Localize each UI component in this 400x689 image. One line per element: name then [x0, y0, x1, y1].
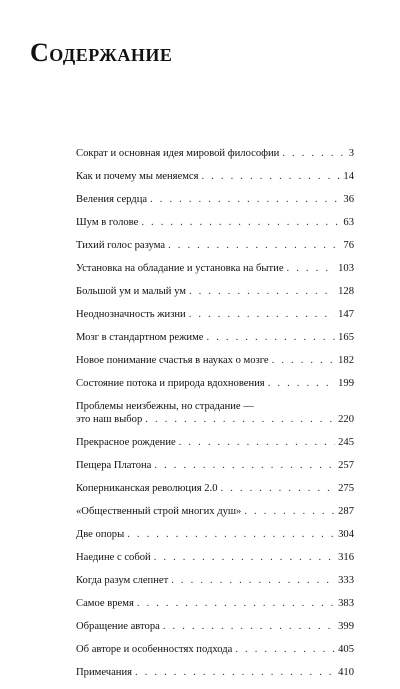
- toc-entry[interactable]: [76, 620, 354, 633]
- toc-entry-title: Большой ум и малый ум: [76, 286, 186, 297]
- toc-entry[interactable]: [76, 597, 354, 610]
- leader-dots: [189, 285, 335, 298]
- toc-entry-title: Когда разум слепнет: [76, 575, 169, 586]
- leader-dots: [244, 505, 335, 518]
- leader-dots: [268, 377, 335, 390]
- toc-entry-page: 257: [338, 460, 354, 471]
- leader-dots: [150, 193, 340, 206]
- toc-entry[interactable]: [76, 436, 354, 449]
- toc-entry-title: Тихий голос разума: [76, 240, 166, 251]
- toc-entry-title: Самое время: [76, 598, 134, 609]
- toc-entry-page: 14: [343, 171, 354, 182]
- toc-entry[interactable]: [76, 377, 354, 390]
- toc-entry[interactable]: [76, 216, 354, 229]
- toc-entry-page: 405: [338, 644, 354, 655]
- toc-entry-title: Сократ и основная идея мировой философии: [76, 148, 280, 159]
- toc-entry-page: 287: [338, 506, 354, 517]
- leader-dots: [272, 354, 335, 367]
- toc-entry[interactable]: [76, 308, 354, 321]
- toc-entry-title: Установка на обладание и установка на бытие: [76, 263, 284, 274]
- leader-dots: [189, 308, 335, 321]
- toc-entry-page: 410: [338, 667, 354, 678]
- leader-dots: [137, 597, 335, 610]
- leader-dots: [179, 436, 335, 449]
- toc-entry-title: Как и почему мы меняемся: [76, 171, 199, 182]
- toc-entry-page: 103: [338, 263, 354, 274]
- toc-entry-title: Неоднозначность жизни: [76, 309, 186, 320]
- toc-entry-title: Новое понимание счастья в науках о мозге: [76, 355, 269, 366]
- leader-dots: [154, 459, 335, 472]
- toc-entry-title-line1: Проблемы неизбежны, но страдание —: [76, 401, 254, 412]
- toc-entry-page: 3: [348, 148, 354, 159]
- leader-dots: [287, 262, 336, 275]
- toc-entry-title: «Общественный строй многих душ»: [76, 506, 242, 517]
- toc-entry[interactable]: [76, 147, 354, 160]
- leader-dots: [163, 620, 335, 633]
- toc-entry-page: 199: [338, 378, 354, 389]
- leader-dots: [221, 482, 336, 495]
- leader-dots: [235, 643, 335, 656]
- toc-entry[interactable]: [76, 551, 354, 564]
- toc-entry[interactable]: [76, 285, 354, 298]
- toc-entry[interactable]: [76, 331, 354, 344]
- toc-entry-page: 275: [338, 483, 354, 494]
- toc-entry-title: Коперниканская революция 2.0: [76, 483, 218, 494]
- leader-dots: [145, 413, 335, 426]
- toc-entry-page: 128: [338, 286, 354, 297]
- toc-entry-title: Две опоры: [76, 529, 125, 540]
- leader-dots: [127, 528, 335, 541]
- toc-entry-title: Прекрасное рождение: [76, 437, 176, 448]
- toc-entry-title: Об авторе и особенностях подхода: [76, 644, 233, 655]
- toc-entry-page: 36: [343, 194, 354, 205]
- leader-dots: [135, 666, 335, 679]
- leader-dots: [168, 239, 340, 252]
- toc-entry[interactable]: [76, 528, 354, 541]
- toc-entry[interactable]: [76, 505, 354, 518]
- toc-entry[interactable]: [76, 574, 354, 587]
- toc-entry[interactable]: [76, 239, 354, 252]
- toc-entry-title: Веления сердца: [76, 194, 148, 205]
- toc-entry-page: 399: [338, 621, 354, 632]
- toc-entry[interactable]: [76, 400, 354, 426]
- toc-entry-page: 182: [338, 355, 354, 366]
- leader-dots: [202, 170, 341, 183]
- table-of-contents: [76, 147, 354, 689]
- toc-entry[interactable]: [76, 262, 354, 275]
- toc-entry-title: Обращение автора: [76, 621, 160, 632]
- leader-dots: [171, 574, 335, 587]
- toc-entry-page: 76: [343, 240, 354, 251]
- toc-entry[interactable]: [76, 666, 354, 679]
- toc-entry-page: 383: [338, 598, 354, 609]
- toc-entry[interactable]: [76, 459, 354, 472]
- toc-entry[interactable]: [76, 193, 354, 206]
- toc-entry-page: 304: [338, 529, 354, 540]
- toc-entry-title: Примечания: [76, 667, 132, 678]
- toc-entry-page: 245: [338, 437, 354, 448]
- page-title: Содержание: [30, 38, 173, 67]
- toc-entry-page: 220: [338, 414, 354, 425]
- leader-dots: [141, 216, 340, 229]
- toc-entry-title: это наш выбор: [76, 414, 143, 425]
- toc-entry[interactable]: [76, 643, 354, 656]
- toc-entry-page: 165: [338, 332, 354, 343]
- toc-entry-page: 147: [338, 309, 354, 320]
- toc-entry-title: Шум в голове: [76, 217, 139, 228]
- toc-entry-page: 333: [338, 575, 354, 586]
- toc-entry-title: Пещера Платона: [76, 460, 152, 471]
- leader-dots: [207, 331, 336, 344]
- leader-dots: [154, 551, 335, 564]
- toc-entry-title: Наедине с собой: [76, 552, 151, 563]
- toc-entry-title: Состояние потока и природа вдохновения: [76, 378, 265, 389]
- toc-entry[interactable]: [76, 354, 354, 367]
- toc-entry-page: 63: [343, 217, 354, 228]
- toc-entry[interactable]: [76, 482, 354, 495]
- toc-entry-page: 316: [338, 552, 354, 563]
- toc-entry[interactable]: [76, 170, 354, 183]
- leader-dots: [282, 147, 345, 160]
- toc-entry-title: Мозг в стандартном режиме: [76, 332, 204, 343]
